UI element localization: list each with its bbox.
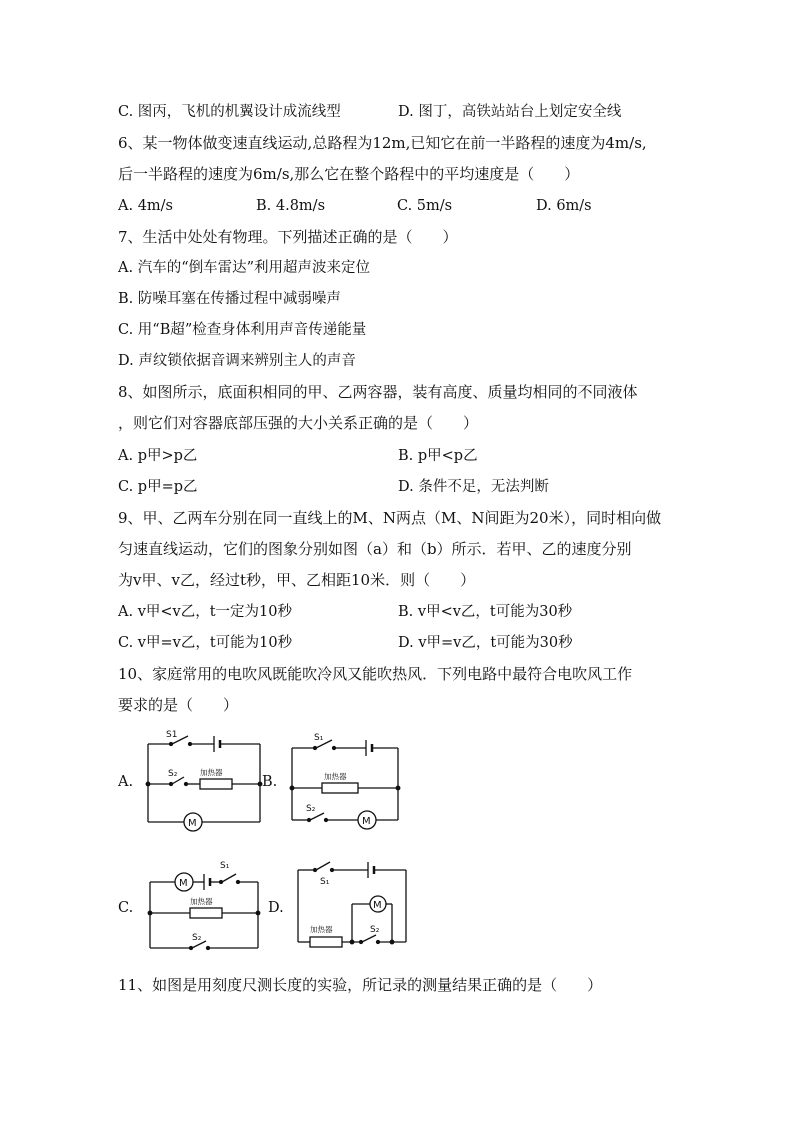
q6-option-c: C. 5m/s — [397, 198, 453, 214]
circuit-b-label: B. — [262, 774, 278, 790]
q11-stem: 11、如图是用刻度尺测长度的实验，所记录的测量结果正确的是（ ） — [118, 976, 603, 994]
option-d-prev: D. 图丁，高铁站站台上划定安全线 — [398, 104, 622, 120]
svg-text:M: M — [179, 878, 188, 889]
q8-option-a: A. p甲>p乙 — [118, 448, 198, 464]
q9-option-c: C. v甲=v乙，t可能为10秒 — [118, 635, 293, 651]
svg-text:M: M — [188, 818, 197, 829]
circuit-a-diagram — [140, 728, 270, 838]
q9-option-b: B. v甲<v乙，t可能为30秒 — [398, 604, 573, 620]
svg-text:S₁: S₁ — [220, 861, 230, 871]
circuit-c-label: C. — [118, 900, 134, 916]
q7-option-d: D. 声纹锁依据音调来辨别主人的声音 — [118, 353, 356, 369]
s1-label: S1 — [166, 730, 178, 740]
q6-option-b: B. 4.8m/s — [256, 198, 326, 214]
q9-option-d: D. v甲=v乙，t可能为30秒 — [398, 635, 573, 651]
q6-option-a: A. 4m/s — [118, 198, 173, 214]
q8-option-b: B. p甲<p乙 — [398, 448, 478, 464]
svg-text:加热器: 加热器 — [324, 772, 347, 781]
q9-option-a: A. v甲<v乙，t一定为10秒 — [118, 604, 292, 620]
circuit-a-label: A. — [118, 774, 134, 790]
svg-text:M: M — [362, 816, 371, 827]
q7-stem: 7、生活中处处有物理。下列描述正确的是（ ） — [118, 228, 458, 246]
option-c-prev: C. 图丙，飞机的机翼设计成流线型 — [118, 104, 341, 120]
svg-text:加热器: 加热器 — [190, 897, 213, 906]
q10-stem-2: 要求的是（ ） — [118, 696, 239, 714]
q6-option-d: D. 6m/s — [536, 198, 592, 214]
circuit-c-diagram — [140, 856, 270, 956]
q8-option-c: C. p甲=p乙 — [118, 479, 198, 495]
q10-stem-1: 10、家庭常用的电吹风既能吹冷风又能吹热风．下列电路中最符合电吹风工作 — [118, 665, 633, 683]
q7-option-b: B. 防噪耳塞在传播过程中减弱噪声 — [118, 291, 341, 307]
svg-text:S₁: S₁ — [320, 877, 330, 887]
q8-stem-2: ，则它们对容器底部压强的大小关系正确的是（ ） — [118, 414, 479, 432]
q7-option-a: A. 汽车的“倒车雷达”利用超声波来定位 — [118, 260, 371, 276]
circuit-d-label: D. — [268, 900, 284, 916]
svg-text:S₂: S₂ — [168, 769, 178, 779]
q8-stem-1: 8、如图所示，底面积相同的甲、乙两容器，装有高度、质量均相同的不同液体 — [118, 383, 638, 401]
svg-text:M: M — [373, 900, 382, 911]
q8-option-d: D. 条件不足，无法判断 — [398, 479, 549, 495]
q9-stem-1: 9、甲、乙两车分别在同一直线上的M、N两点（M、N间距为20米），同时相向做 — [118, 509, 662, 527]
svg-text:加热器: 加热器 — [200, 768, 223, 777]
q6-stem-1: 6、某一物体做变速直线运动,总路程为12m,已知它在前一半路程的速度为4m/s, — [118, 134, 647, 152]
q9-stem-3: 为v甲、v乙，经过t秒，甲、乙相距10米．则（ ） — [118, 571, 476, 589]
svg-text:S₂: S₂ — [370, 925, 380, 935]
svg-text:S₂: S₂ — [306, 804, 316, 814]
circuit-d-diagram — [290, 852, 420, 952]
svg-text:S₂: S₂ — [192, 933, 202, 943]
circuit-b-diagram — [284, 728, 409, 838]
svg-text:S₁: S₁ — [314, 733, 324, 743]
q9-stem-2: 匀速直线运动，它们的图象分别如图（a）和（b）所示．若甲、乙的速度分别 — [118, 540, 632, 558]
svg-text:加热器: 加热器 — [310, 925, 333, 934]
q7-option-c: C. 用“B超”检查身体利用声音传递能量 — [118, 322, 367, 338]
q6-stem-2: 后一半路程的速度为6m/s,那么它在整个路程中的平均速度是（ ） — [118, 165, 580, 183]
